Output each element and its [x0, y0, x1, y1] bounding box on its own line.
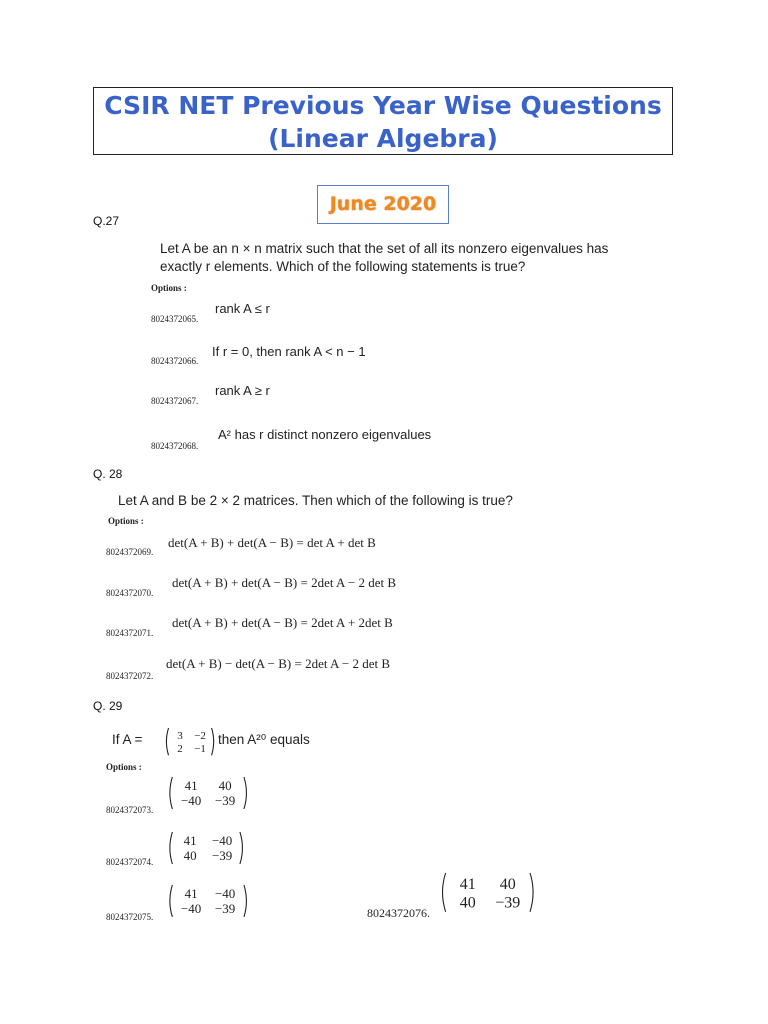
question-27-statement-line2: exactly r elements. Which of the following statements is true?	[160, 259, 526, 274]
left-paren	[170, 885, 173, 917]
q29-option-3-matrix	[167, 884, 249, 918]
matrix-cell: −1	[194, 742, 206, 755]
q28-option-1-text: det(A + B) + det(A − B) = det A + det B	[168, 535, 376, 550]
right-paren	[530, 873, 533, 912]
matrix-cell: 40	[499, 875, 516, 893]
question-28-statement: Let A and B be 2 × 2 matrices. Then which of the following is true?	[118, 493, 513, 508]
q29-option-1-id: 8024372073.	[106, 805, 154, 815]
matrix-graphic	[439, 872, 537, 913]
matrix-graphic	[167, 884, 249, 918]
q29-option-1-matrix	[167, 776, 249, 810]
q27-option-2-id: 8024372066.	[151, 356, 199, 366]
question-27-options-label: Options :	[151, 283, 187, 293]
right-paren	[244, 885, 247, 917]
question-28-options-label: Options :	[108, 516, 144, 526]
matrix-graphic	[164, 727, 216, 756]
q27-option-3-text: rank A ≥ r	[215, 383, 270, 398]
q27-option-1-id: 8024372065.	[151, 314, 199, 324]
matrix-graphic	[167, 831, 245, 865]
question-29-options-label: Options :	[106, 762, 142, 772]
matrix-cell: −39	[214, 793, 236, 809]
matrix-cell: −40	[180, 793, 202, 809]
q28-option-4-id: 8024372072.	[106, 671, 154, 681]
matrix-cell: −40	[211, 833, 233, 849]
matrix-cell: 41	[184, 886, 198, 902]
session-badge: June 2020	[317, 185, 449, 224]
right-paren	[244, 777, 247, 809]
q28-option-3-text: det(A + B) + det(A − B) = 2det A + 2det B	[172, 615, 393, 630]
q29-option-2-id: 8024372074.	[106, 857, 154, 867]
question-number-27: Q.27	[93, 214, 120, 228]
matrix-cell: 40	[183, 848, 197, 864]
q27-option-2-text: If r = 0, then rank A < n − 1	[212, 344, 366, 359]
q27-option-1-text: rank A ≤ r	[215, 301, 270, 316]
matrix-cell: 3	[177, 730, 183, 743]
page-title-line1: CSIR NET Previous Year Wise Questions	[104, 91, 662, 120]
question-27-statement-line1: Let A be an n × n matrix such that the set of all its nonzero eigenvalues has	[160, 241, 609, 256]
left-paren	[170, 777, 173, 809]
q27-option-4-id: 8024372068.	[151, 441, 199, 451]
matrix-cell: 41	[459, 875, 476, 893]
matrix-cell: −40	[214, 886, 236, 902]
question-number-29: Q. 29	[93, 699, 123, 713]
matrix-graphic	[167, 776, 249, 810]
matrix-cell: −2	[194, 730, 206, 743]
left-paren	[166, 728, 168, 755]
q29-option-4-matrix	[439, 872, 537, 913]
q29-option-4-id: 8024372076.	[367, 906, 430, 920]
matrix-cell: 40	[459, 894, 476, 912]
matrix-cell: 41	[183, 833, 197, 849]
left-paren	[170, 832, 173, 864]
q28-option-2-text: det(A + B) + det(A − B) = 2det A − 2 det B	[172, 575, 397, 590]
matrix-cell: −39	[211, 848, 233, 864]
right-paren	[240, 832, 243, 864]
question-29-statement-prefix: If A =	[112, 732, 143, 747]
q29-option-2-matrix	[167, 831, 245, 865]
matrix-cell: 2	[177, 742, 183, 755]
q27-option-3-id: 8024372067.	[151, 396, 199, 406]
matrix-cell: 41	[184, 778, 198, 794]
matrix-cell: −39	[495, 894, 521, 912]
q28-option-2-id: 8024372070.	[106, 588, 154, 598]
q28-option-3-id: 8024372071.	[106, 628, 154, 638]
question-29-statement-suffix: then A²⁰ equals	[218, 732, 310, 747]
title-box	[93, 87, 673, 155]
question-number-28: Q. 28	[93, 467, 123, 481]
matrix-cell: −39	[214, 901, 236, 917]
right-paren	[212, 728, 214, 755]
q27-option-4-text: A² has r distinct nonzero eigenvalues	[218, 427, 432, 442]
matrix-cell: −40	[180, 901, 202, 917]
matrix-cell: 40	[218, 778, 232, 794]
left-paren	[443, 873, 446, 912]
matrix-a	[164, 727, 216, 756]
q28-option-1-id: 8024372069.	[106, 547, 154, 557]
page-title-line2: (Linear Algebra)	[268, 124, 498, 153]
q28-option-4-text: det(A + B) − det(A − B) = 2det A − 2 det B	[166, 656, 391, 671]
q29-option-3-id: 8024372075.	[106, 912, 154, 922]
